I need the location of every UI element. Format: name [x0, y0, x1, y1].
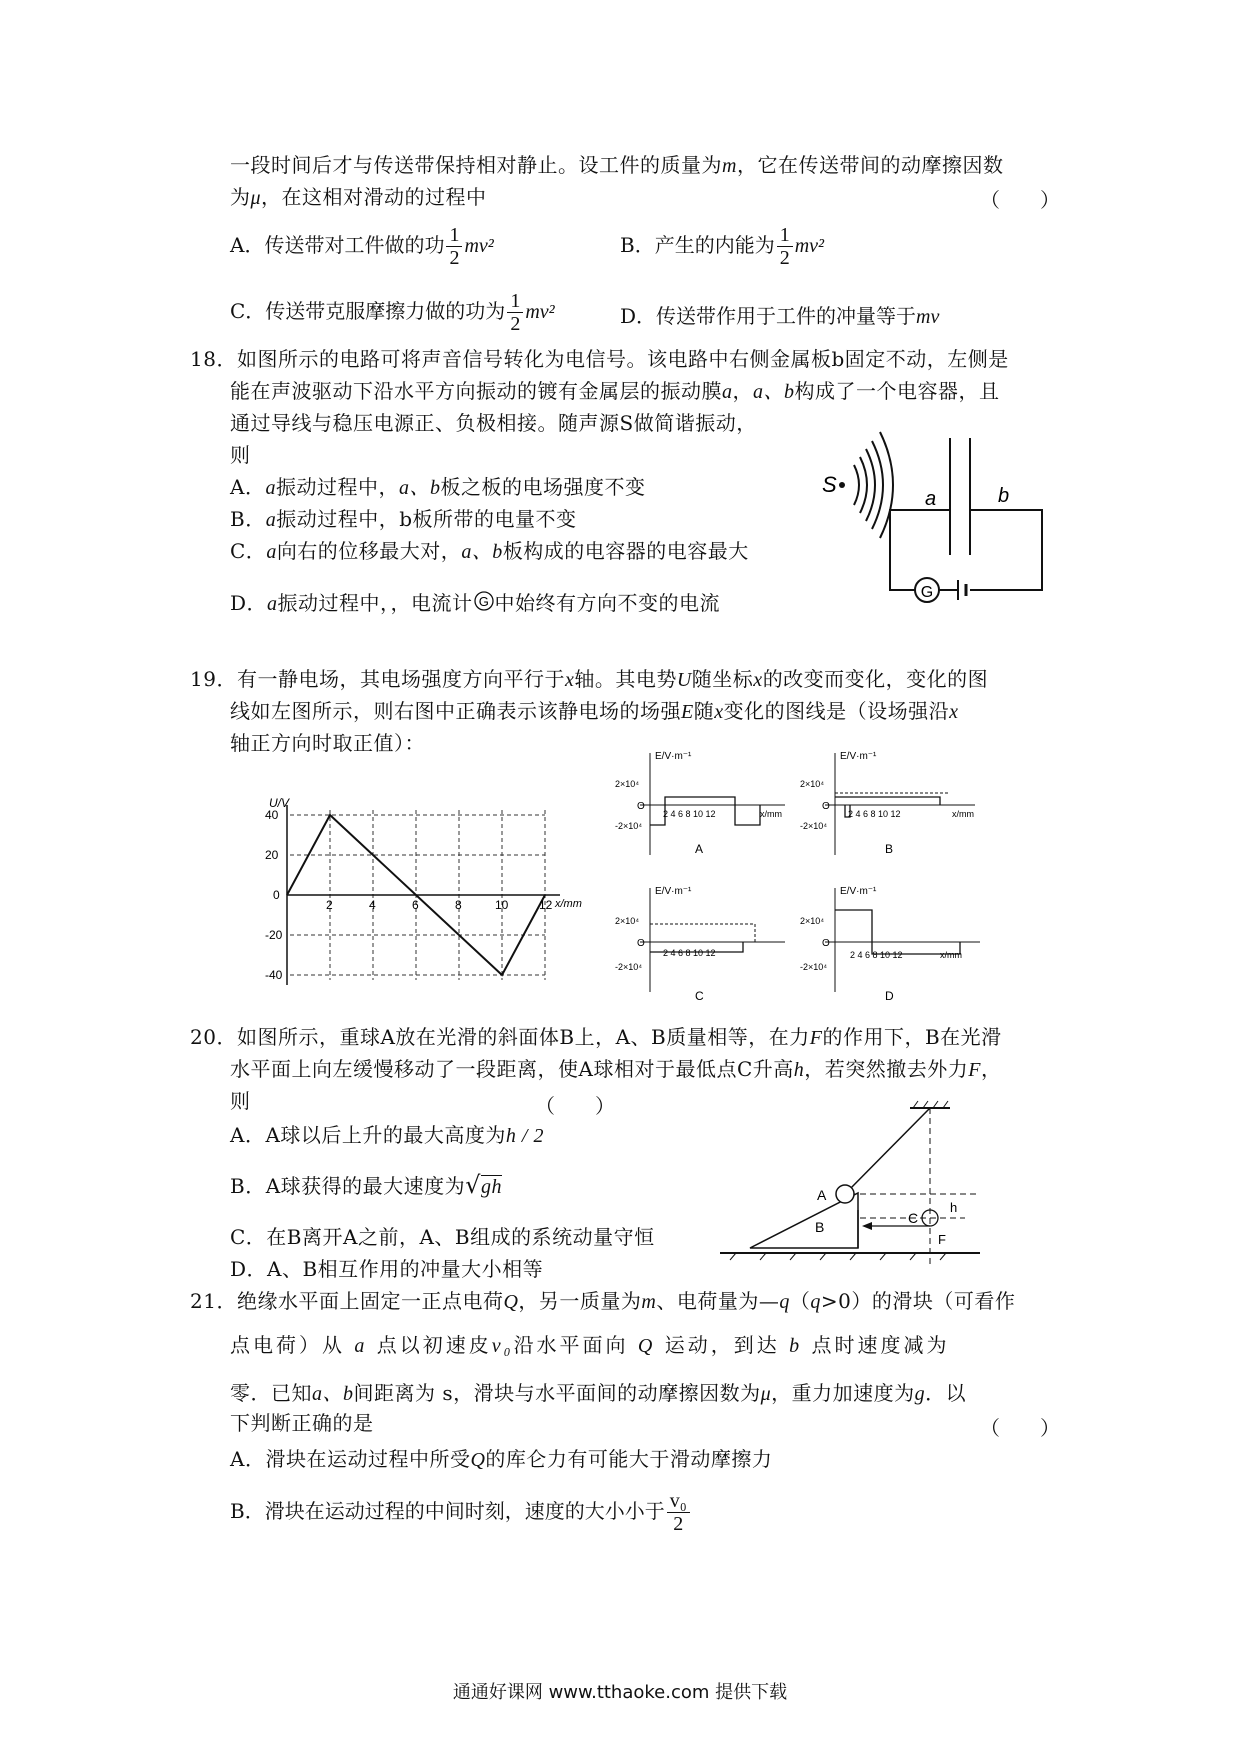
- ball-a-label: A: [817, 1187, 827, 1203]
- q19-option-a-graph: [615, 745, 795, 865]
- q17-answer-paren: （ ）: [980, 188, 1060, 212]
- q18-line2: 能在声波驱动下沿水平方向振动的镀有金属层的振动膜a，a、b构成了一个电容器，且: [230, 379, 1000, 403]
- svg-text:0: 0: [273, 888, 280, 902]
- subgraph-b-label: B: [885, 842, 894, 856]
- svg-text:O: O: [637, 801, 645, 812]
- plate-a-label: a: [925, 488, 937, 510]
- subgraph-d-label: D: [885, 989, 894, 1003]
- svg-text:2×10⁴: 2×10⁴: [800, 779, 825, 789]
- subgraph-c-label: C: [695, 989, 704, 1003]
- point-c-label: C: [908, 1210, 919, 1226]
- q19-line3: 轴正方向时取正值）：: [230, 731, 425, 755]
- q18-line4: 则: [230, 443, 251, 467]
- svg-text:-2×10⁴: -2×10⁴: [615, 821, 643, 831]
- q20-option-a: A．A球以后上升的最大高度为h / 2: [230, 1123, 544, 1147]
- svg-text:E/V·m⁻¹: E/V·m⁻¹: [840, 886, 877, 897]
- svg-text:x/mm: x/mm: [952, 809, 974, 819]
- q21-line1: 21．绝缘水平面上固定一正点电荷Q，另一质量为m、电荷量为—q（q>0）的滑块（可看作: [190, 1289, 1016, 1313]
- q20-answer-paren: （ ）: [535, 1094, 615, 1118]
- height-h-label: h: [950, 1200, 958, 1215]
- q17-line2: 为μ，在这相对滑动的过程中: [230, 185, 487, 209]
- svg-text:2×10⁴: 2×10⁴: [615, 916, 640, 926]
- svg-text:O: O: [822, 938, 830, 949]
- galvanometer-label: G: [920, 584, 934, 601]
- q19-potential-graph: [265, 795, 605, 995]
- svg-text:40: 40: [265, 808, 279, 822]
- q17-option-b: B．产生的内能为 $\frac{1}{2}$ mv²: [620, 224, 825, 269]
- q19-line1: 19．有一静电场，其电场强度方向平行于x轴。其电势U随坐标x的改变而变化，变化的图: [190, 667, 989, 691]
- source-s-label: S: [822, 472, 837, 497]
- q20-option-c: C．在B离开A之前，A、B组成的系统动量守恒: [230, 1225, 655, 1249]
- svg-text:-20: -20: [265, 928, 283, 942]
- q20-option-d: D．A、B相互作用的冲量大小相等: [230, 1257, 544, 1281]
- svg-text:E/V·m⁻¹: E/V·m⁻¹: [840, 751, 877, 762]
- q18-line1: 18．如图所示的电路可将声音信号转化为电信号。该电路中右侧金属板b固定不动，左侧是: [190, 347, 1009, 371]
- svg-text:O: O: [822, 801, 830, 812]
- svg-text:2 4 6 8 10 12: 2 4 6 8 10 12: [848, 809, 901, 819]
- q21-answer-paren: （ ）: [980, 1416, 1060, 1440]
- q17-option-c: C．传送带克服摩擦力做的功为 $\frac{1}{2}$ mv²: [230, 290, 555, 335]
- plate-b-label: b: [998, 485, 1010, 507]
- svg-text:2 4 6 8 10 12: 2 4 6 8 10 12: [850, 950, 903, 960]
- svg-text:x/mm: x/mm: [940, 950, 962, 960]
- svg-text:-2×10⁴: -2×10⁴: [615, 962, 643, 972]
- svg-text:20: 20: [265, 848, 279, 862]
- q20-incline-figure: [720, 1098, 980, 1268]
- galvanometer-icon: [473, 590, 495, 612]
- svg-text:4: 4: [369, 898, 376, 912]
- svg-text:G: G: [478, 594, 489, 609]
- q17-option-a: A．传送带对工件做的功 $\frac{1}{2}$ mv²: [230, 224, 494, 269]
- svg-text:12: 12: [539, 898, 553, 912]
- svg-text:O: O: [637, 938, 645, 949]
- page-footer: 通通好课网 www.tthaoke.com 提供下载: [452, 1682, 788, 1703]
- q20-line1: 20．如图所示，重球A放在光滑的斜面体B上，A、B质量相等，在力F的作用下，B在光滑: [190, 1025, 1002, 1049]
- q17-line1: 一段时间后才与传送带保持相对静止。设工件的质量为m，它在传送带间的动摩擦因数: [230, 153, 1004, 177]
- q18-option-c: C．a向右的位移最大对，a、b板构成的电容器的电容最大: [230, 539, 749, 563]
- x-axis-label: x/mm: [555, 898, 582, 910]
- q21-line3: 零．已知a、b间距离为 s，滑块与水平面间的动摩擦因数为μ，重力加速度为g．以: [230, 1381, 967, 1405]
- q19-line2: 线如左图所示，则右图中正确表示该静电场的场强E随x变化的图线是（设场强沿x: [230, 699, 959, 723]
- q21-option-b: B．滑块在运动过程的中间时刻，速度的大小小于 $\frac{\text{v₀}}{2}$: [230, 1490, 692, 1535]
- force-f-label: F: [938, 1232, 946, 1247]
- svg-text:2×10⁴: 2×10⁴: [800, 916, 825, 926]
- svg-text:E/V·m⁻¹: E/V·m⁻¹: [655, 886, 692, 897]
- svg-text:E/V·m⁻¹: E/V·m⁻¹: [655, 751, 692, 762]
- svg-text:-2×10⁴: -2×10⁴: [800, 821, 828, 831]
- subgraph-a-label: A: [695, 842, 704, 856]
- q18-option-b: B．a振动过程中，b板所带的电量不变: [230, 507, 577, 531]
- svg-text:10: 10: [495, 898, 509, 912]
- q20-option-b: B．A球获得的最大速度为√gh: [230, 1171, 502, 1199]
- q18-circuit-figure: [820, 430, 1050, 610]
- q19-option-b-graph: [800, 745, 995, 865]
- svg-text:x/mm: x/mm: [760, 809, 782, 819]
- q21-line2: 点电荷）从 a 点以初速皮v₀沿水平面向 Q 运动，到达 b 点时速度减为: [230, 1333, 950, 1357]
- q18-option-d: D．a振动过程中，，电流计 G 中始终有方向不变的电流: [230, 591, 721, 615]
- svg-text:2 4 6 8 10 12: 2 4 6 8 10 12: [663, 948, 716, 958]
- u-axis-label: U/V: [269, 796, 290, 810]
- q20-line2: 水平面上向左缓慢移动了一段距离，使A球相对于最低点C升高h，若突然撤去外力F，: [230, 1057, 1002, 1081]
- q21-option-a: A．滑块在运动过程中所受Q的库仑力有可能大于滑动摩擦力: [230, 1447, 773, 1471]
- q18-line3: 通过导线与稳压电源正、负极相接。随声源S做简谐振动，: [230, 411, 757, 435]
- svg-text:2 4 6 8 10 12: 2 4 6 8 10 12: [663, 809, 716, 819]
- q19-option-c-graph: [615, 880, 795, 1005]
- q19-option-d-graph: [800, 880, 995, 1005]
- svg-text:2: 2: [326, 898, 333, 912]
- q18-option-a: A．a振动过程中，a、b板之板的电场强度不变: [230, 475, 646, 499]
- wedge-b-label: B: [815, 1219, 825, 1235]
- svg-text:6: 6: [412, 898, 419, 912]
- q17-option-d: D．传送带作用于工件的冲量等于mv: [620, 304, 940, 328]
- svg-text:-40: -40: [265, 968, 283, 982]
- svg-text:8: 8: [455, 898, 462, 912]
- q20-line3: 则: [230, 1089, 251, 1113]
- q21-line4: 下判断正确的是: [230, 1411, 374, 1435]
- svg-text:2×10⁴: 2×10⁴: [615, 779, 640, 789]
- svg-text:-2×10⁴: -2×10⁴: [800, 962, 828, 972]
